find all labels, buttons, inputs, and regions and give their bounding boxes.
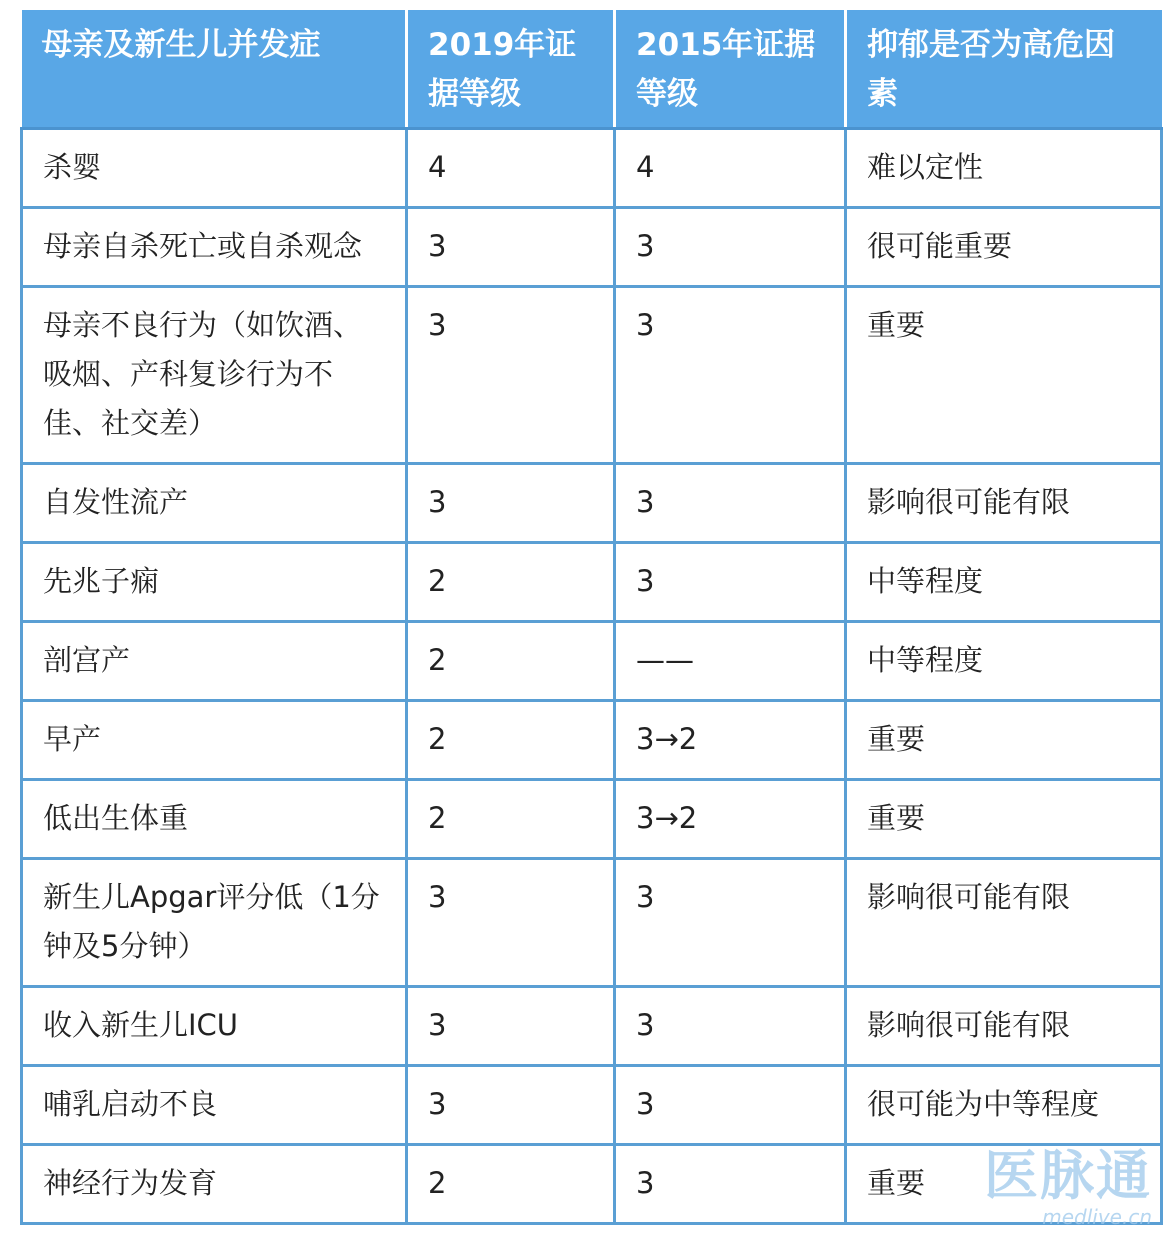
table-row	[22, 780, 1162, 859]
cell-depression-risk: 影响很可能有限	[846, 859, 1162, 987]
header-evidence-2019: 2019年证据等级	[407, 10, 615, 129]
table-row	[22, 543, 1162, 622]
table-row	[22, 701, 1162, 780]
cell-depression-risk: 很可能重要	[846, 208, 1162, 287]
cell-complication: 神经行为发育	[22, 1145, 407, 1224]
cell-complication: 收入新生儿ICU	[22, 987, 407, 1066]
cell-evidence-2019: 2	[407, 622, 615, 701]
table-row	[22, 987, 1162, 1066]
table-row	[22, 1145, 1162, 1224]
cell-evidence-2015: 4	[615, 129, 846, 208]
cell-complication: 先兆子痫	[22, 543, 407, 622]
cell-depression-risk: 影响很可能有限	[846, 987, 1162, 1066]
cell-complication: 剖宫产	[22, 622, 407, 701]
watermark-site: medlive.cn	[1042, 1205, 1152, 1229]
cell-evidence-2015: ——	[615, 622, 846, 701]
header-row	[22, 10, 1162, 129]
table-row	[22, 859, 1162, 987]
cell-evidence-2019: 2	[407, 1145, 615, 1224]
cell-evidence-2015: 3	[615, 1066, 846, 1145]
cell-evidence-2019: 4	[407, 129, 615, 208]
header-complication: 母亲及新生儿并发症	[22, 10, 407, 129]
cell-complication: 新生儿Apgar评分低（1分钟及5分钟）	[22, 859, 407, 987]
cell-complication: 低出生体重	[22, 780, 407, 859]
table-row	[22, 622, 1162, 701]
table-header	[22, 10, 1162, 129]
cell-evidence-2019: 3	[407, 1066, 615, 1145]
cell-depression-risk: 重要	[846, 287, 1162, 464]
cell-evidence-2019: 2	[407, 543, 615, 622]
cell-depression-risk: 重要	[846, 1145, 1162, 1224]
cell-complication: 早产	[22, 701, 407, 780]
table-body	[22, 129, 1162, 1224]
cell-depression-risk: 中等程度	[846, 543, 1162, 622]
evidence-table-container	[20, 10, 1160, 1225]
cell-depression-risk: 很可能为中等程度	[846, 1066, 1162, 1145]
cell-depression-risk: 难以定性	[846, 129, 1162, 208]
cell-evidence-2015: 3	[615, 1145, 846, 1224]
cell-evidence-2015: 3	[615, 287, 846, 464]
table-row	[22, 208, 1162, 287]
table-row	[22, 1066, 1162, 1145]
table-row	[22, 464, 1162, 543]
cell-evidence-2019: 3	[407, 208, 615, 287]
cell-evidence-2019: 3	[407, 859, 615, 987]
cell-complication: 哺乳启动不良	[22, 1066, 407, 1145]
cell-depression-risk: 重要	[846, 701, 1162, 780]
cell-complication: 母亲不良行为（如饮酒、吸烟、产科复诊行为不佳、社交差）	[22, 287, 407, 464]
cell-evidence-2015: 3	[615, 543, 846, 622]
cell-depression-risk: 中等程度	[846, 622, 1162, 701]
cell-evidence-2015: 3	[615, 464, 846, 543]
header-depression-risk: 抑郁是否为高危因素	[846, 10, 1162, 129]
table-row	[22, 129, 1162, 208]
cell-complication: 母亲自杀死亡或自杀观念	[22, 208, 407, 287]
cell-evidence-2015: 3	[615, 987, 846, 1066]
cell-evidence-2015: 3	[615, 859, 846, 987]
cell-depression-risk: 影响很可能有限	[846, 464, 1162, 543]
cell-evidence-2015: 3→2	[615, 780, 846, 859]
cell-depression-risk: 重要	[846, 780, 1162, 859]
cell-evidence-2015: 3→2	[615, 701, 846, 780]
complications-evidence-table	[20, 10, 1163, 1225]
cell-evidence-2019: 3	[407, 287, 615, 464]
cell-evidence-2019: 2	[407, 701, 615, 780]
cell-evidence-2015: 3	[615, 208, 846, 287]
cell-evidence-2019: 2	[407, 780, 615, 859]
watermark-logo: 医脉通	[984, 1144, 1152, 1207]
cell-complication: 自发性流产	[22, 464, 407, 543]
table-row	[22, 287, 1162, 464]
cell-evidence-2019: 3	[407, 464, 615, 543]
cell-complication: 杀婴	[22, 129, 407, 208]
cell-evidence-2019: 3	[407, 987, 615, 1066]
header-evidence-2015: 2015年证据等级	[615, 10, 846, 129]
